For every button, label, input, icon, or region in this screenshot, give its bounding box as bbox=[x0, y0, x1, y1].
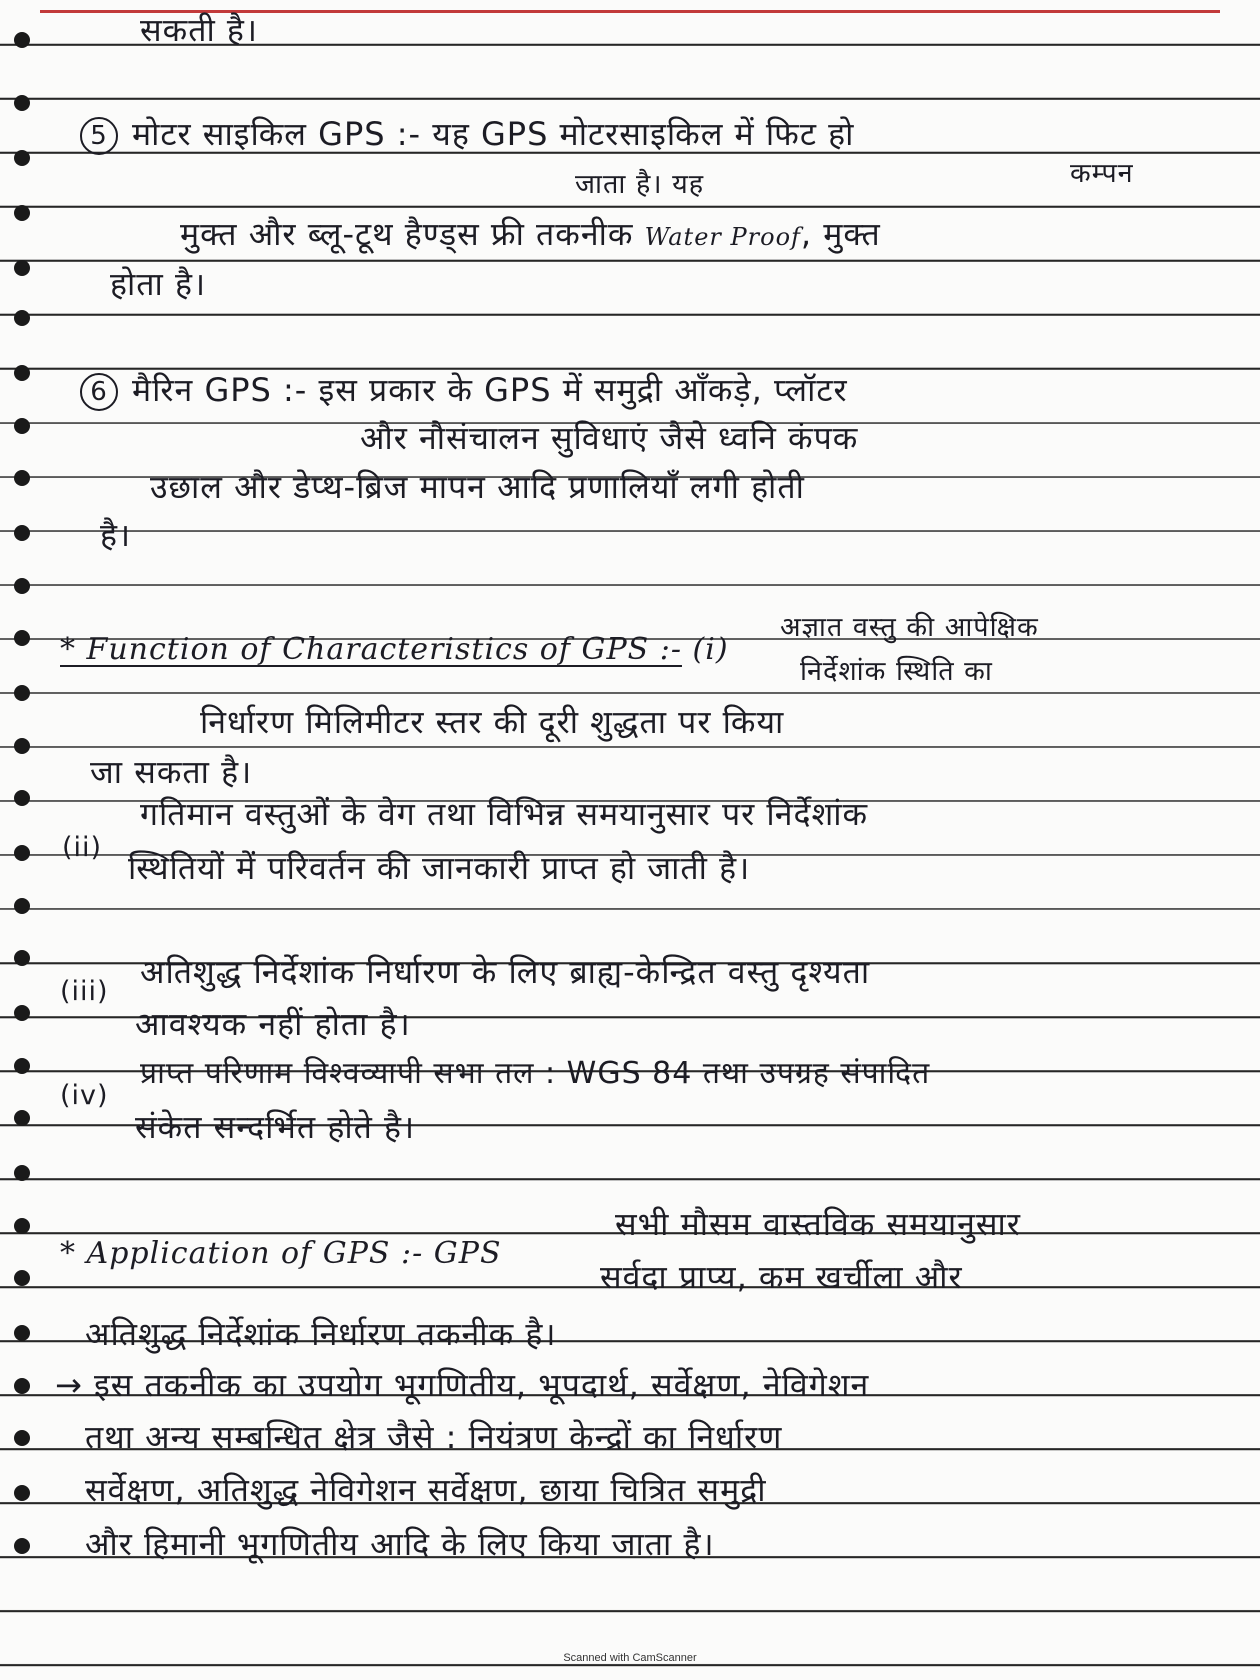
binding-hole bbox=[14, 260, 30, 276]
function-item-4-a: प्राप्त परिणाम विश्वव्यापी सभा तल : WGS 84 तथा उपग्रह संपादित bbox=[140, 1056, 931, 1091]
binding-hole bbox=[14, 1430, 30, 1446]
item-number: 5 bbox=[80, 117, 118, 155]
functions-heading bbox=[60, 628, 729, 672]
binding-hole bbox=[14, 418, 30, 434]
motorcycle-line-1 bbox=[80, 112, 854, 156]
function-item-1-a: अज्ञात वस्तु की आपेक्षिक bbox=[780, 612, 1039, 643]
motorcycle-text-end: , मुक्त bbox=[800, 215, 881, 253]
motorcycle-line-4: होता है। bbox=[110, 265, 207, 303]
application-line-1-bottom: सर्वदा प्राप्य, कम खर्चीला और bbox=[600, 1258, 963, 1296]
binding-hole bbox=[14, 205, 30, 221]
application-line-2: अतिशुद्ध निर्देशांक निर्धारण तकनीक है। bbox=[85, 1315, 557, 1353]
binding-hole bbox=[14, 1378, 30, 1394]
marine-line-4: है। bbox=[100, 516, 132, 554]
marine-line-1 bbox=[80, 368, 848, 412]
function-item-2-a: गतिमान वस्तुओं के वेग तथा विभिन्न समयानुसार पर निर्देशांक bbox=[140, 795, 869, 833]
function-item-1-d: जा सकता है। bbox=[90, 753, 253, 791]
binding-hole bbox=[14, 470, 30, 486]
spiral-binding-holes bbox=[6, 0, 46, 1620]
binding-hole bbox=[14, 1218, 30, 1234]
binding-hole bbox=[14, 1485, 30, 1501]
binding-hole bbox=[14, 525, 30, 541]
item-number: 6 bbox=[80, 373, 118, 411]
application-line-3: → इस तकनीक का उपयोग भूगणितीय, भूपदार्थ, सर्वेक्षण, नेविगेशन bbox=[55, 1366, 870, 1404]
motorcycle-line-2: जाता है। यह bbox=[575, 169, 705, 200]
function-item-1-b: निर्देशांक स्थिति का bbox=[800, 656, 993, 687]
binding-hole bbox=[14, 1058, 30, 1074]
functions-heading-text: * Function of Characteristics of GPS :- bbox=[60, 632, 682, 667]
water-proof-note: Water Proof bbox=[644, 223, 801, 251]
function-item-3-a: अतिशुद्ध निर्देशांक निर्धारण के लिए ब्राह्य-केन्द्रित वस्तु दृश्यता bbox=[140, 953, 871, 991]
binding-hole bbox=[14, 1110, 30, 1126]
application-gps-word: GPS bbox=[433, 1236, 502, 1271]
binding-hole bbox=[14, 310, 30, 326]
binding-hole bbox=[14, 1005, 30, 1021]
binding-hole bbox=[14, 1165, 30, 1181]
binding-hole bbox=[14, 32, 30, 48]
function-item-2-label: (ii) bbox=[62, 832, 103, 863]
application-line-6: और हिमानी भूगणितीय आदि के लिए किया जाता है। bbox=[85, 1525, 715, 1563]
binding-hole bbox=[14, 365, 30, 381]
motorcycle-text: मोटर साइकिल GPS :- यह GPS मोटरसाइकिल में फिट हो bbox=[132, 115, 855, 153]
marine-text: मैरिन GPS :- इस प्रकार के GPS में समुद्री आँकड़े, प्लॉटर bbox=[132, 371, 848, 409]
binding-hole bbox=[14, 790, 30, 806]
function-item-3-b: आवश्यक नहीं होता है। bbox=[135, 1005, 411, 1043]
motorcycle-insert: कम्पन bbox=[1070, 158, 1134, 189]
marine-line-2: और नौसंचालन सुविधाएं जैसे ध्वनि कंपक bbox=[360, 419, 859, 457]
motorcycle-text: मुक्त और ब्लू-टूथ हैण्ड्स फ्री तकनीक bbox=[180, 215, 634, 253]
binding-hole bbox=[14, 1325, 30, 1341]
function-item-3-label: (iii) bbox=[60, 976, 109, 1007]
binding-hole bbox=[14, 630, 30, 646]
binding-hole bbox=[14, 685, 30, 701]
binding-hole bbox=[14, 1538, 30, 1554]
binding-hole bbox=[14, 1270, 30, 1286]
motorcycle-line-3 bbox=[180, 212, 881, 259]
application-line-1-top: सभी मौसम वास्तविक समयानुसार bbox=[615, 1205, 1021, 1243]
marine-line-3: उछाल और डेप्थ-ब्रिज मापन आदि प्रणालियाँ लगी होती bbox=[150, 468, 805, 506]
top-fragment: सकती है। bbox=[140, 11, 259, 49]
scanner-watermark: Scanned with CamScanner bbox=[563, 1652, 697, 1664]
function-item-1-c: निर्धारण मिलिमीटर स्तर की दूरी शुद्धता पर किया bbox=[200, 703, 785, 741]
binding-hole bbox=[14, 150, 30, 166]
binding-hole bbox=[14, 578, 30, 594]
function-item-2-b: स्थितियों में परिवर्तन की जानकारी प्राप्त हो जाती है। bbox=[128, 849, 751, 887]
application-line-4: तथा अन्य सम्बन्धित क्षेत्र जैसे : नियंत्रण केन्द्रों का निर्धारण bbox=[85, 1418, 783, 1456]
binding-hole bbox=[14, 898, 30, 914]
binding-hole bbox=[14, 950, 30, 966]
binding-hole bbox=[14, 95, 30, 111]
function-item-4-b: संकेत सन्दर्भित होते है। bbox=[135, 1108, 416, 1146]
application-heading bbox=[60, 1232, 502, 1276]
application-heading-text: * Application of GPS :- bbox=[60, 1236, 424, 1271]
binding-hole bbox=[14, 845, 30, 861]
function-item-1-label: (i) bbox=[692, 632, 729, 667]
binding-hole bbox=[14, 738, 30, 754]
application-line-5: सर्वेक्षण, अतिशुद्ध नेविगेशन सर्वेक्षण, छाया चित्रित समुद्री bbox=[85, 1471, 767, 1509]
function-item-4-label: (iv) bbox=[60, 1080, 109, 1111]
